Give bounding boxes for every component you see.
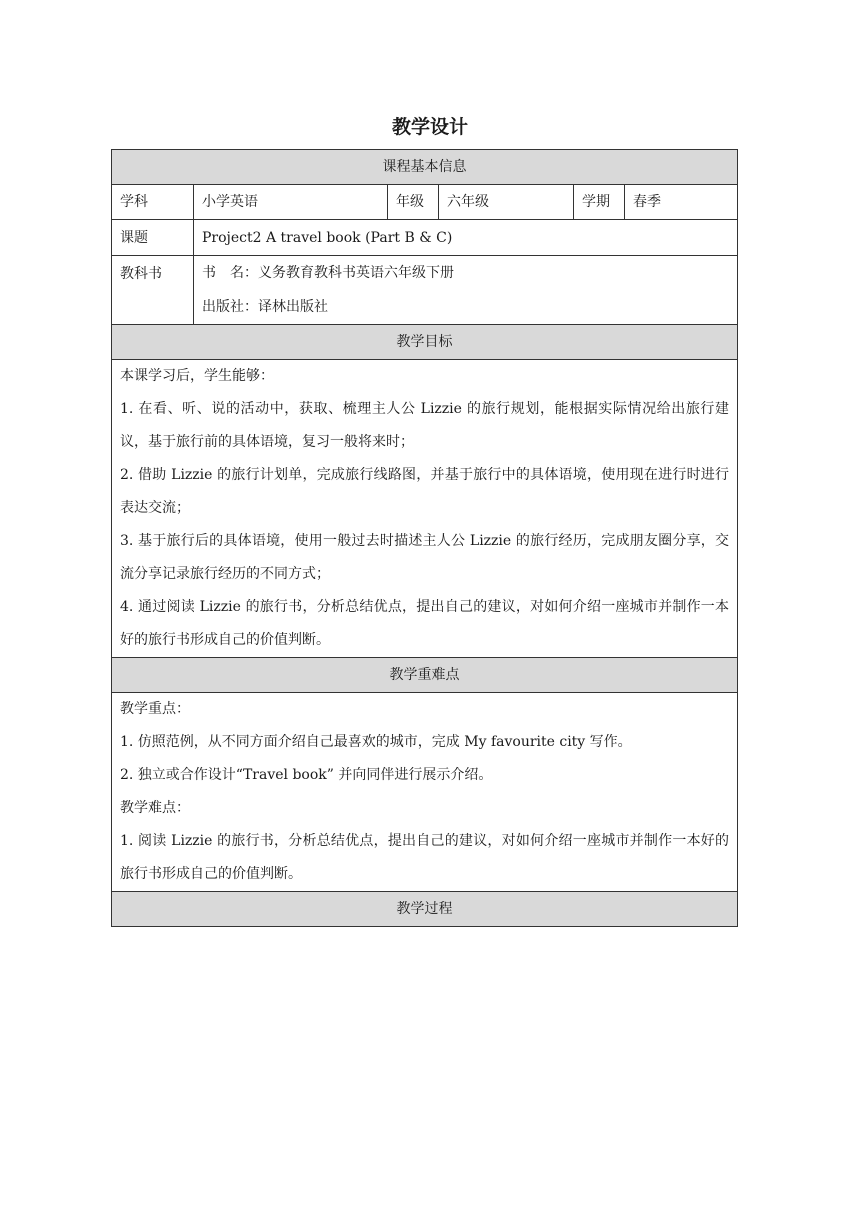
- textbook-name-line: [202, 256, 729, 290]
- focus-item-2: 2. 独立或合作设计“Travel book” 并向同伴进行展示介绍。: [120, 767, 493, 783]
- lesson-design-table: [111, 149, 738, 927]
- publisher-value: 译林出版社: [258, 299, 328, 315]
- page-title: 教学设计: [391, 116, 468, 138]
- key-points-header: 教学重难点: [112, 658, 738, 693]
- textbook-name-key: 书 名：: [202, 265, 258, 281]
- key-points-content: [112, 693, 738, 892]
- textbook-details: [194, 256, 738, 325]
- goals-content: [112, 360, 738, 658]
- subject-value: 小学英语: [194, 185, 388, 220]
- term-label: 学期: [574, 185, 625, 220]
- focus-label: 教学重点：: [120, 701, 190, 717]
- topic-label: 课题: [112, 220, 194, 256]
- goal-item-3: 3. 基于旅行后的具体语境，使用一般过去时描述主人公 Lizzie 的旅行经历，完成朋友圈分享，交流分享记录旅行经历的不同方式；: [120, 533, 730, 582]
- process-header: 教学过程: [112, 892, 738, 927]
- publisher-key: 出版社：: [202, 299, 258, 315]
- topic-value: Project2 A travel book (Part B & C): [194, 220, 738, 256]
- textbook-name-value: 义务教育教科书英语六年级下册: [258, 265, 454, 281]
- publisher-line: [202, 290, 729, 324]
- textbook-row: [112, 256, 738, 325]
- term-value: 春季: [625, 185, 738, 220]
- topic-row: [112, 220, 738, 256]
- focus-item-1: 1. 仿照范例，从不同方面介绍自己最喜欢的城市，完成 My favourite city 写作。: [120, 734, 632, 750]
- subject-grade-term-row: [112, 185, 738, 220]
- difficulty-item-1: 1. 阅读 Lizzie 的旅行书，分析总结优点，提出自己的建议，对如何介绍一座城市并制作一本好的旅行书形成自己的价值判断。: [120, 833, 730, 882]
- goals-header: 教学目标: [112, 325, 738, 360]
- goals-intro: 本课学习后，学生能够：: [120, 368, 274, 384]
- goal-item-4: 4. 通过阅读 Lizzie 的旅行书，分析总结优点，提出自己的建议，对如何介绍一座城市并制作一本好的旅行书形成自己的价值判断。: [120, 599, 730, 648]
- textbook-label: 教科书: [112, 256, 194, 325]
- goals-row: [112, 360, 738, 658]
- subject-label: 学科: [112, 185, 194, 220]
- goal-item-1: 1. 在看、听、说的活动中，获取、梳理主人公 Lizzie 的旅行规划，能根据实际情况给出旅行建议，基于旅行前的具体语境，复习一般将来时；: [120, 401, 730, 450]
- basic-info-header: 课程基本信息: [112, 150, 738, 185]
- grade-value: 六年级: [439, 185, 574, 220]
- grade-label: 年级: [388, 185, 439, 220]
- key-points-row: [112, 693, 738, 892]
- difficulty-label: 教学难点：: [120, 800, 190, 816]
- goal-item-2: 2. 借助 Lizzie 的旅行计划单，完成旅行线路图，并基于旅行中的具体语境，使用现在进行时进行表达交流；: [120, 467, 730, 516]
